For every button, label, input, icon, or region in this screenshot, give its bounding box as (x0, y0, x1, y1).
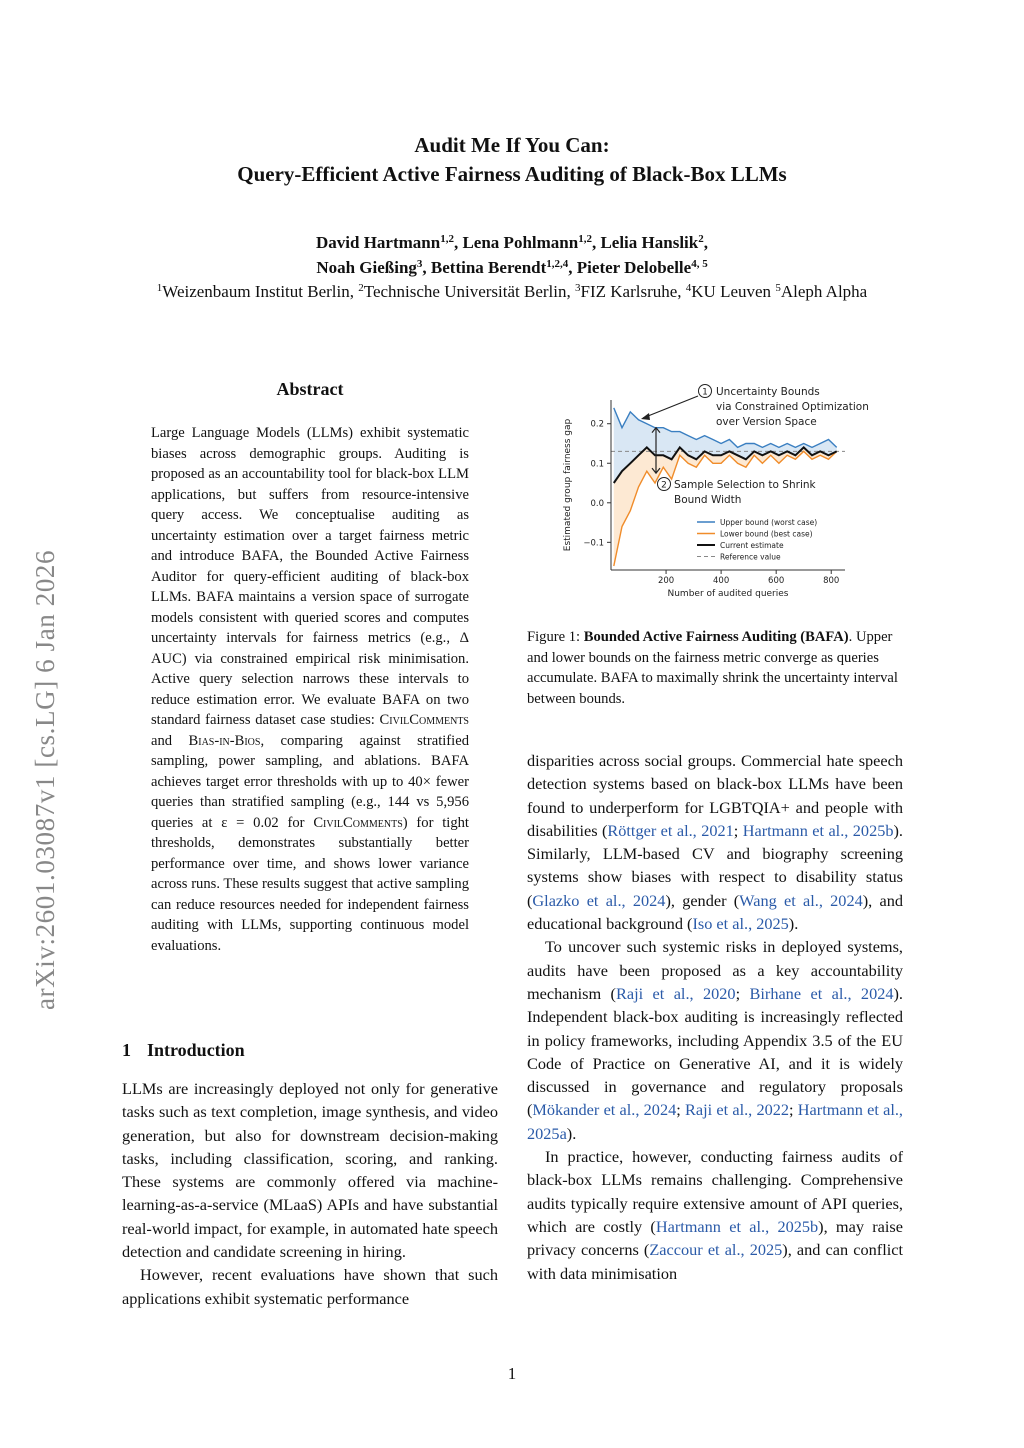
abstract-body (151, 423, 469, 956)
annotation-2-text: Bound Width (674, 494, 742, 506)
text: ). Similarly, LLM-based CV and biography screening systems show biases with respect to disability status ( (527, 820, 903, 910)
text: ). (788, 914, 799, 934)
citation-link[interactable]: Iso et al., 2025 (692, 914, 789, 934)
x-tick-label: 400 (713, 576, 730, 586)
abstract-text: ) for tight thresholds, demonstrates substantially better performance over time, and shows lower variance across runs. These results suggest that active sampling can reduce resources needed for independent fairness auditing with LLMs, supporting continuous model evaluations. (151, 814, 469, 954)
legend-label: Upper bound (worst case) (720, 518, 818, 527)
author-name: Lelia Hanslik (600, 233, 699, 252)
abstract-heading: Abstract (276, 379, 344, 399)
y-tick-label: −0.1 (583, 538, 604, 549)
abstract-text: , comparing against stratified sampling, power sampling, and ablations. BAFA achieves target error thresholds with up to 40× fewer queries than stratified sampling (e.g., 144 vs 5,956 queries at ε = 0.02 for (151, 732, 469, 831)
annotation-1-arrowhead (641, 413, 650, 420)
y-tick-label: 0.2 (590, 419, 604, 430)
paper-title-line-1: Audit Me If You Can: (414, 133, 610, 157)
author-affil: 1,2 (578, 233, 592, 245)
section-title: Introduction (147, 1040, 245, 1060)
author-affil: 1,2,4 (546, 258, 569, 270)
citation-link[interactable]: Raji et al., 2020 (615, 983, 736, 1003)
citation-link[interactable]: Birhane et al., 2024 (749, 983, 894, 1003)
text: In practice, however, conducting fairness audits of black-box LLMs remains challenging. Comprehensive audits typically require extensive amount of API queries, which are costly ( (527, 1147, 903, 1236)
author-affil: 4, 5 (691, 258, 708, 270)
author-line-2: Noah Gießing$^3$, Bettina Berendt$^{1,2,4}$, Pieter Delobelle$^{4, 5}$ (316, 258, 708, 277)
paper-title-line-2: Query-Efficient Active Fairness Auditing of Black-Box LLMs (237, 162, 787, 186)
figure-1-chart (555, 378, 915, 608)
legend-label: Lower bound (best case) (720, 529, 813, 539)
x-axis-label: Number of audited queries (667, 589, 789, 599)
abstract-text: Large Language Models (LLMs) exhibit systematic biases across demographic groups. Auditing is proposed as an accountability tool for black-box LLM applications, but suffers from resource-intensive query access. We conceptualise auditing as uncertainty estimation over a target fairness metric and introduce BAFA, the Bounded Active Fairness Auditor for query-efficient auditing of black-box LLMs. BAFA maintains a version space of surrogate models consistent with queried scores and computes uncertainty intervals for fairness metrics (e.g., Δ AUC) via constrained empirical risk minimisation. Active query selection narrows these intervals to reduce estimation error. We evaluate BAFA on two standard fairness dataset case studies: (151, 425, 469, 728)
author-name: David Hartmann (316, 233, 441, 252)
annotation-number-1: 1 (702, 387, 708, 398)
author-line-1: David Hartmann$^{1,2}$, Lena Pohlmann$^{1,2}$, Lelia Hanslik$^2$, (316, 233, 708, 252)
affil-num: 4 (685, 282, 692, 294)
caption-label: Figure 1: (527, 629, 584, 645)
text: ), and can conflict with data minimisation (527, 1240, 903, 1283)
caption-title: Bounded Active Fairness Auditing (BAFA) (583, 629, 849, 645)
author-name: Pieter Delobelle (576, 258, 692, 277)
text: ), may raise privacy concerns ( (527, 1216, 903, 1260)
author-affil: 1,2 (440, 233, 454, 245)
y-tick-label: 0.0 (590, 498, 604, 509)
affil-num: 2 (358, 282, 364, 294)
annotation-1-arrow (643, 396, 698, 418)
figure-caption (527, 627, 905, 709)
author-name: Lena Pohlmann (462, 233, 579, 252)
paragraph: However, recent evaluations have shown that such applications exhibit systematic performance (122, 1265, 498, 1308)
citation-link[interactable]: Glazko et al., 2024 (532, 890, 666, 910)
section-heading (122, 1040, 245, 1061)
section-number: 1 (122, 1040, 131, 1060)
dataset-name: CivilComments (313, 814, 403, 831)
y-tick-label: 0.1 (590, 459, 604, 470)
legend-label: Current estimate (720, 541, 784, 550)
y-axis-label: Estimated group fairness gap (563, 418, 573, 552)
annotation-1-text: over Version Space (716, 416, 817, 428)
text: ). (566, 1123, 577, 1143)
intro-right-column (527, 749, 903, 1285)
chart-legend (697, 518, 817, 562)
citation-link[interactable]: Raji et al., 2022 (685, 1100, 790, 1120)
text: To uncover such systemic risks in deployed systems, audits have been proposed as a key accountability mechanism ( (527, 937, 903, 1003)
text: ; (789, 1100, 798, 1120)
paragraph: LLMs are increasingly deployed not only for generative tasks such as text completion, image synthesis, and video generation, but also for downstream decision-making tasks, including classification, scoring, and ranking. These systems are commonly offered via machine-learning-as-a-service (MLaaS) APIs and have substantial real-world impact, for example, in automated hate speech detection and candidate screening in hiring. (122, 1079, 498, 1262)
text: disparities across social groups. Commercial hate speech detection systems based on black-box LLMs have been found to underperform for LGBTQIA+ and people with disabilities ( (527, 751, 903, 840)
citation-link[interactable]: Hartmann et al., 2025b (655, 1216, 819, 1236)
annotation-number-2: 2 (661, 480, 667, 491)
affil-text: Weizenbaum Institut Berlin, (162, 282, 359, 301)
author-name: Bettina Berendt (430, 258, 547, 277)
x-tick-label: 800 (823, 576, 840, 586)
affil-text: Aleph Alpha (780, 282, 868, 301)
x-tick-label: 200 (657, 576, 675, 586)
author-affil: 2 (698, 233, 704, 245)
text: ; (733, 820, 743, 840)
text: ; (676, 1100, 685, 1120)
intro-left-column (122, 1077, 498, 1310)
affil-num: 3 (575, 282, 581, 294)
text: ). Independent black-box auditing is increasingly reflected in policy frameworks, including Appendix 3.5 of the EU Code of Practice on Generative AI, and it is widely discussed in governance and regulatory proposals ( (527, 983, 903, 1120)
affil-num: 5 (775, 282, 781, 294)
dataset-name: CivilComments (379, 712, 469, 728)
legend-label: Reference value (720, 552, 781, 562)
affil-text: KU Leuven (691, 282, 776, 301)
citation-link[interactable]: Röttger et al., 2021 (607, 820, 734, 840)
affil-text: Technische Universität Berlin, (363, 282, 575, 301)
affiliations (0, 279, 1024, 304)
text: ), gender ( (665, 890, 740, 910)
caption-text: . Upper and lower bounds on the fairness metric converge as queries accumulate. BAFA to maximally shrink the uncertainty interval between bounds. (527, 629, 898, 707)
citation-link[interactable]: Hartmann et al., 2025b (742, 820, 894, 840)
citation-link[interactable]: Zaccour et al., 2025 (649, 1240, 783, 1260)
author-affil: 3 (416, 258, 423, 270)
citation-link[interactable]: Mökander et al., 2024 (532, 1100, 677, 1120)
text: ), and educational background ( (527, 890, 903, 934)
author-name: Noah Gießing (316, 258, 417, 277)
annotation-1-text: via Constrained Optimization (716, 401, 869, 413)
x-tick-label: 600 (768, 576, 785, 586)
annotation-1-text: Uncertainty Bounds (716, 386, 820, 398)
affil-text: FIZ Karlsruhe, (580, 282, 686, 301)
citation-link[interactable]: Hartmann et al., 2025a (527, 1100, 903, 1143)
paragraph (527, 1145, 903, 1285)
dataset-name: Bias-in-Bios (188, 732, 261, 749)
page-number: 1 (507, 1364, 517, 1383)
citation-link[interactable]: Wang et al., 2024 (739, 890, 863, 910)
paragraph (527, 935, 903, 1145)
arxiv-stamp: arXiv:2601.03087v1 [cs.LG] 6 Jan 2026 (30, 549, 60, 1010)
paragraph (527, 749, 903, 935)
affil-num: 1 (156, 282, 163, 294)
annotation-2-text: Sample Selection to Shrink (674, 479, 816, 491)
abstract-text: and (151, 732, 189, 749)
text: ; (735, 983, 750, 1003)
